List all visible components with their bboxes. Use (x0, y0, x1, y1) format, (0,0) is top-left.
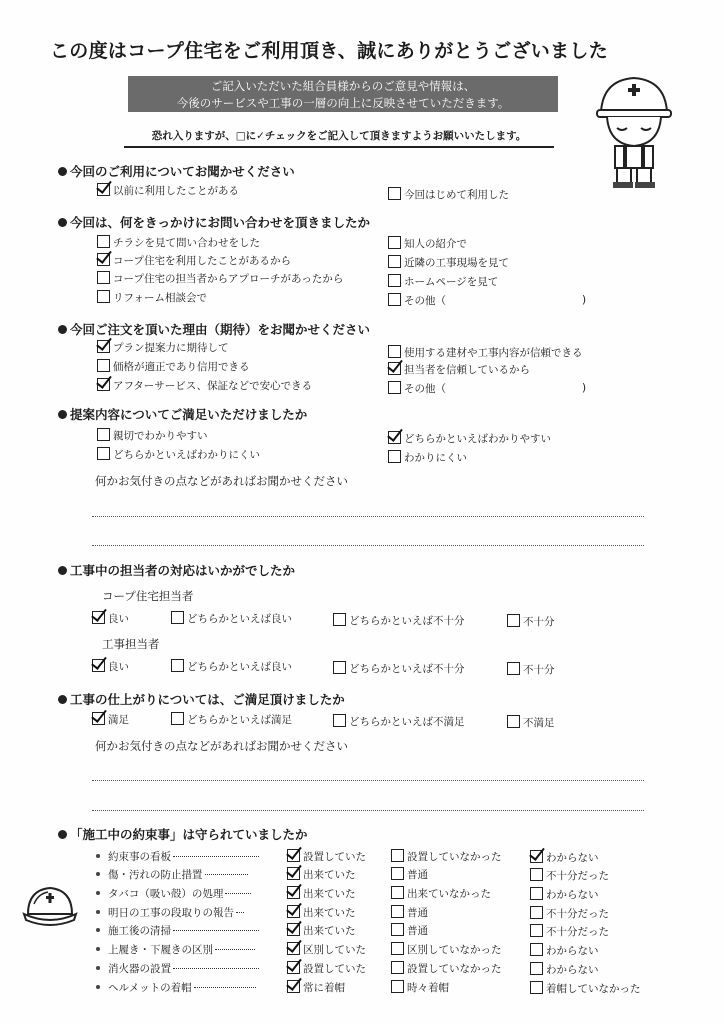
checkbox-checked[interactable] (287, 980, 300, 993)
checkbox-checked[interactable] (287, 905, 300, 918)
promise-row-7-option-2[interactable]: 設置していなかった (391, 961, 502, 976)
checkbox[interactable] (333, 714, 346, 727)
bullet-icon (58, 325, 67, 334)
promise-row-1-label: 約束事の看板 (96, 849, 259, 864)
leader-dots (215, 949, 255, 950)
q3-heading: 今回ご注文を頂いた理由（期待）をお聞かせください (58, 320, 370, 338)
bullet-icon (58, 566, 67, 575)
bullet-icon (58, 410, 67, 419)
promise-row-1-option-2[interactable]: 設置していなかった (391, 849, 502, 864)
q3-option-2[interactable]: 価格が適正であり信用できる (97, 359, 250, 374)
checkbox-checked[interactable] (97, 378, 110, 391)
checkbox-checked[interactable] (388, 362, 401, 375)
leader-dots (205, 874, 248, 875)
checkbox-checked[interactable] (287, 867, 300, 880)
checkbox-checked[interactable] (92, 611, 105, 624)
promise-row-1-option-1[interactable]: 設置していた (287, 849, 366, 864)
checkbox[interactable] (388, 450, 401, 463)
promise-row-4-option-2[interactable]: 普通 (391, 905, 428, 920)
leader-dots (173, 930, 259, 931)
checkbox[interactable] (388, 293, 401, 306)
promise-row-4-option-1[interactable]: 出来ていた (287, 905, 356, 920)
promise-row-8-option-3[interactable]: 着帽していなかった (530, 981, 641, 996)
q5-group-1-label: コープ住宅担当者 (102, 589, 194, 603)
checkbox[interactable] (530, 868, 543, 881)
q3-option-5[interactable]: 担当者を信頼しているから (388, 362, 530, 377)
leader-dots (236, 912, 244, 913)
promise-row-7-option-3[interactable]: わからない (530, 962, 599, 977)
q7-heading: 「施工中の約束事」は守られていましたか (58, 825, 308, 843)
checkbox[interactable] (97, 447, 110, 460)
q5-heading: 工事中の担当者の対応はいかがでしたか (58, 561, 295, 579)
promise-row-3-option-1[interactable]: 出来ていた (287, 886, 356, 901)
small-bullet-icon (96, 947, 100, 951)
q2-option-5[interactable]: 知人の紹介で (388, 236, 467, 251)
small-bullet-icon (96, 854, 100, 858)
q2-other-close-paren: ) (582, 294, 587, 306)
checkbox-checked[interactable] (97, 183, 110, 196)
checkbox-checked[interactable] (287, 849, 300, 862)
q1-option-1[interactable]: 以前に利用したことがある (97, 183, 239, 198)
small-bullet-icon (96, 872, 100, 876)
checkbox[interactable] (333, 613, 346, 626)
checkbox-checked[interactable] (97, 340, 110, 353)
promise-row-8-label: ヘルメットの着帽 (96, 980, 256, 995)
q2-option-1[interactable]: チラシを見て問い合わせをした (97, 235, 260, 250)
checkbox-checked[interactable] (530, 850, 543, 863)
checkbox[interactable] (530, 906, 543, 919)
q5-group-1-option-2[interactable]: どちらかといえば良い (171, 611, 292, 626)
q6-heading: 工事の仕上がりについては、ご満足頂けましたか (58, 690, 345, 708)
promise-row-1-option-3[interactable]: わからない (530, 850, 599, 865)
bowing-worker-illustration (593, 72, 675, 190)
checkbox[interactable] (388, 381, 401, 394)
checkbox[interactable] (391, 923, 404, 936)
leader-dots (173, 968, 259, 969)
bullet-icon (58, 830, 67, 839)
leader-dots (194, 987, 256, 988)
checkbox[interactable] (388, 274, 401, 287)
banner-line-2: 今後のサービスや工事の一層の向上に反映させていただきます。 (176, 96, 510, 110)
q6-comment-prompt: 何かお気付きの点などがあればお聞かせください (95, 739, 348, 753)
promise-row-3-option-2[interactable]: 出来ていなかった (391, 886, 491, 901)
q5-group-1-option-4[interactable]: 不十分 (507, 614, 555, 629)
intro-banner (128, 76, 558, 112)
promise-row-3-option-3[interactable]: わからない (530, 887, 599, 902)
q4-comment-line-1[interactable] (92, 516, 644, 517)
q3-option-3[interactable]: アフターサービス、保証などで安心できる (97, 378, 312, 393)
q5-group-2-option-1[interactable]: 良い (92, 659, 129, 674)
checkbox[interactable] (391, 942, 404, 955)
q5-group-2-label: 工事担当者 (102, 637, 160, 651)
instructions-underline (124, 146, 554, 148)
checkbox[interactable] (391, 961, 404, 974)
q4-comment-prompt: 何かお気付きの点などがあればお聞かせください (95, 474, 348, 488)
bullet-icon (58, 167, 67, 176)
q2-heading: 今回は、何をきっかけにお問い合わせを頂きましたか (58, 213, 370, 231)
checkbox[interactable] (507, 662, 520, 675)
checkbox-checked[interactable] (92, 712, 105, 725)
checkbox[interactable] (507, 715, 520, 728)
small-bullet-icon (96, 910, 100, 914)
checkbox[interactable] (97, 428, 110, 441)
q3-option-1[interactable]: プラン提案力に期待して (97, 340, 229, 355)
checkbox[interactable] (97, 271, 110, 284)
q5-group-1-option-1[interactable]: 良い (92, 611, 129, 626)
promise-row-6-label: 上履き・下履きの区別 (96, 942, 255, 957)
promise-row-2-option-3[interactable]: 不十分だった (530, 868, 609, 883)
checkbox[interactable] (391, 886, 404, 899)
promise-row-5-label: 施工後の清掃 (96, 923, 259, 938)
promise-row-2-option-2[interactable]: 普通 (391, 867, 428, 882)
checkbox[interactable] (171, 712, 184, 725)
checkbox-checked[interactable] (287, 923, 300, 936)
promise-row-7-option-1[interactable]: 設置していた (287, 961, 366, 976)
q2-option-8[interactable]: その他（ (388, 293, 446, 308)
promise-row-3-label: タバコ（吸い殻）の処理 (96, 886, 251, 901)
bullet-icon (58, 695, 67, 704)
checkbox-checked[interactable] (287, 961, 300, 974)
checkbox[interactable] (530, 962, 543, 975)
promise-row-8-option-2[interactable]: 時々着帽 (391, 980, 449, 995)
small-bullet-icon (96, 966, 100, 970)
helmet-icon (22, 882, 78, 930)
promise-row-6-option-3[interactable]: わからない (530, 943, 599, 958)
checkbox[interactable] (388, 187, 401, 200)
checkbox[interactable] (97, 290, 110, 303)
q6-option-2[interactable]: どちらかといえば満足 (171, 712, 292, 727)
checkbox[interactable] (530, 887, 543, 900)
checkbox[interactable] (391, 849, 404, 862)
checkbox[interactable] (171, 659, 184, 672)
checkbox[interactable] (391, 867, 404, 880)
promise-row-2-label: 傷・汚れの防止措置 (96, 867, 248, 882)
q6-option-3[interactable]: どちらかといえば不満足 (333, 714, 465, 729)
checkbox[interactable] (530, 981, 543, 994)
checkbox-checked[interactable] (97, 253, 110, 266)
q5-group-2-option-3[interactable]: どちらかといえば不十分 (333, 661, 465, 676)
q3-other-close-paren: ) (582, 382, 587, 394)
checkbox[interactable] (391, 905, 404, 918)
checkbox[interactable] (388, 236, 401, 249)
checkbox[interactable] (171, 611, 184, 624)
banner-line-1: ご記入いただいた組合員様からのご意見や情報は、 (210, 79, 476, 93)
checkbox[interactable] (530, 924, 543, 937)
q4-heading: 提案内容についてご満足いただけましたか (58, 405, 307, 423)
promise-row-7-label: 消火器の設置 (96, 961, 259, 976)
q2-option-3[interactable]: コープ住宅の担当者からアプローチがあったから (97, 271, 343, 286)
small-bullet-icon (96, 928, 100, 932)
checkbox-checked[interactable] (287, 942, 300, 955)
small-bullet-icon (96, 891, 100, 895)
promise-row-4-label: 明日の工事の段取りの報告 (96, 905, 244, 920)
checkbox[interactable] (507, 614, 520, 627)
q6-option-4[interactable]: 不満足 (507, 715, 555, 730)
promise-row-6-option-1[interactable]: 区別していた (287, 942, 366, 957)
bullet-icon (58, 218, 67, 227)
q4-option-3[interactable]: どちらかといえばわかりやすい (388, 431, 551, 446)
promise-row-6-option-2[interactable]: 区別していなかった (391, 942, 502, 957)
q4-option-2[interactable]: どちらかといえばわかりにくい (97, 447, 260, 462)
checkbox-checked[interactable] (92, 659, 105, 672)
q3-option-6[interactable]: その他（ (388, 381, 446, 396)
q4-comment-line-2[interactable] (92, 545, 644, 546)
leader-dots (225, 893, 251, 894)
instructions-text: 恐れ入りますが、□に✓チェックをご記入して頂きますようお願いいたします。 (151, 130, 527, 142)
q1-option-2[interactable]: 今回はじめて利用した (388, 187, 509, 202)
q2-option-2[interactable]: コープ住宅を利用したことがあるから (97, 253, 291, 268)
checkbox[interactable] (97, 235, 110, 248)
checkbox[interactable] (391, 980, 404, 993)
promise-row-2-option-1[interactable]: 出来ていた (287, 867, 356, 882)
q4-option-4[interactable]: わかりにくい (388, 450, 467, 465)
small-bullet-icon (96, 985, 100, 989)
q2-option-7[interactable]: ホームページを見て (388, 274, 498, 289)
promise-row-5-option-2[interactable]: 普通 (391, 923, 428, 938)
q4-option-1[interactable]: 親切でわかりやすい (97, 428, 208, 443)
checkbox-checked[interactable] (287, 886, 300, 899)
q6-comment-line-1[interactable] (92, 780, 644, 781)
checkbox[interactable] (388, 255, 401, 268)
promise-row-8-option-1[interactable]: 常に着帽 (287, 980, 345, 995)
q6-option-1[interactable]: 満足 (92, 712, 129, 727)
q5-group-1-option-3[interactable]: どちらかといえば不十分 (333, 613, 465, 628)
q5-group-2-option-4[interactable]: 不十分 (507, 662, 555, 677)
checkbox[interactable] (388, 345, 401, 358)
q5-group-2-option-2[interactable]: どちらかといえば良い (171, 659, 292, 674)
promise-row-5-option-3[interactable]: 不十分だった (530, 924, 609, 939)
q2-option-4[interactable]: リフォーム相談会で (97, 290, 207, 305)
checkbox[interactable] (530, 943, 543, 956)
q6-comment-line-2[interactable] (92, 810, 644, 811)
page-title: この度はコープ住宅をご利用頂き、誠にありがとうございました (50, 40, 608, 62)
q1-heading: 今回のご利用についてお聞かせください (58, 162, 295, 180)
promise-row-4-option-3[interactable]: 不十分だった (530, 906, 609, 921)
checkbox[interactable] (333, 661, 346, 674)
leader-dots (173, 856, 259, 857)
q2-option-6[interactable]: 近隣の工事現場を見て (388, 255, 509, 270)
promise-row-5-option-1[interactable]: 出来ていた (287, 923, 356, 938)
checkbox[interactable] (97, 359, 110, 372)
checkbox-checked[interactable] (388, 431, 401, 444)
q3-option-4[interactable]: 使用する建材や工事内容が信頼できる (388, 345, 583, 360)
